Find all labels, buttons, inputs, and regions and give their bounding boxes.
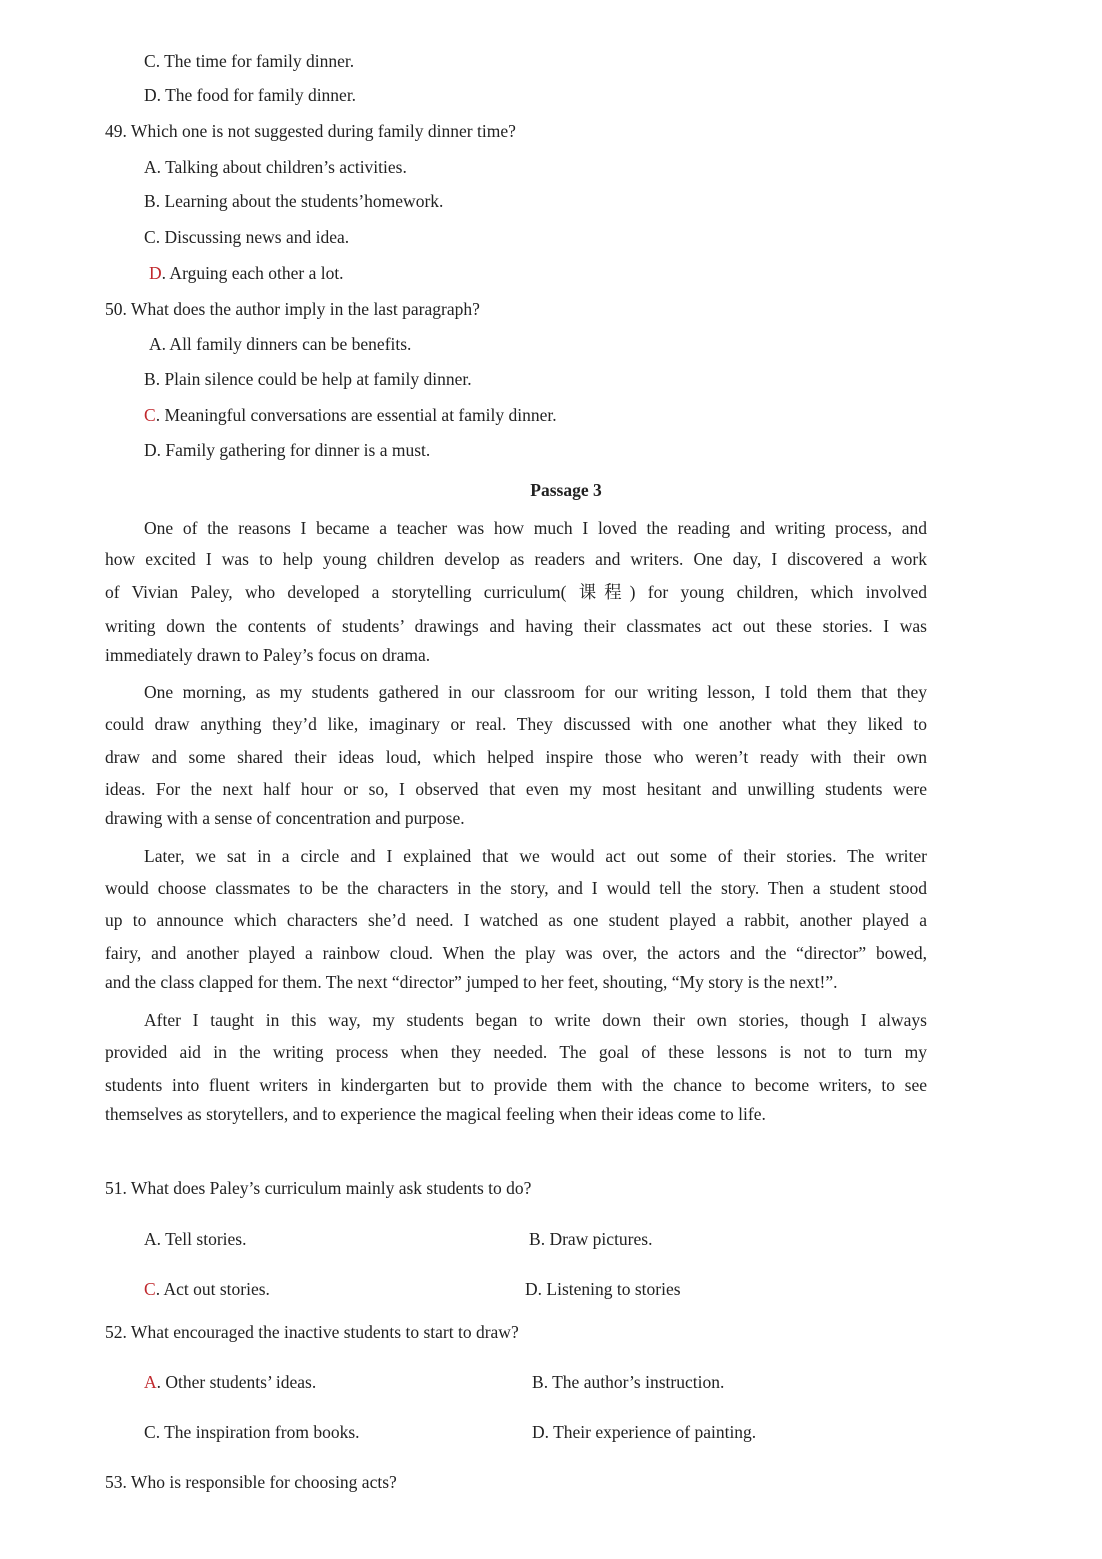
q50-option-c <box>144 404 557 426</box>
option-text: . Listening to stories <box>537 1279 681 1299</box>
q51-option-d <box>525 1278 681 1300</box>
passage-title: Passage 3 <box>530 480 602 500</box>
paragraph-2-line: ideas. For the next half hour or so, I observed that even my most hesitant and unwilling students were <box>105 779 927 799</box>
q52-option-d <box>532 1421 756 1443</box>
option-letter: D <box>144 440 157 460</box>
option-letter-answer: A <box>144 1372 157 1392</box>
q50-option-a <box>149 333 411 355</box>
paragraph-3-line: Later, we sat in a circle and I explained that we would act out some of their stories. The writer <box>144 846 927 866</box>
option-text: . Act out stories. <box>155 1279 270 1299</box>
option-text: . Discussing news and idea. <box>155 227 350 247</box>
paragraph-4-line: After I taught in this way, my students began to write down their own stories, though I always <box>144 1010 927 1030</box>
option-text: . Tell stories. <box>156 1229 247 1249</box>
paragraph-3-line: would choose classmates to be the characters in the story, and I would tell the story. Then a student stood <box>105 878 927 898</box>
option-letter: C <box>144 1422 156 1442</box>
option-text: . Meaningful conversations are essential at family dinner. <box>155 405 557 425</box>
q51-question: 51. What does Paley’s curriculum mainly ask students to do? <box>105 1178 532 1198</box>
option-letter: B <box>529 1229 541 1249</box>
option-letter: C <box>144 227 156 247</box>
option-text: . All family dinners can be benefits. <box>161 334 412 354</box>
paragraph-3-line: up to announce which characters she’d need. I watched as one student played a rabbit, another played a <box>105 910 927 930</box>
q52-option-b <box>532 1371 724 1393</box>
q52-option-c <box>144 1421 360 1443</box>
option-letter: D <box>532 1422 545 1442</box>
option-text: . Arguing each other a lot. <box>161 263 344 283</box>
option-text: . The author’s instruction. <box>543 1372 725 1392</box>
q49-option-a <box>144 156 407 178</box>
paragraph-1-line: immediately drawn to Paley’s focus on drama. <box>105 645 431 665</box>
q48-option-d <box>144 84 356 106</box>
option-text: . Draw pictures. <box>540 1229 653 1249</box>
paragraph-3-line: and the class clapped for them. The next “director” jumped to her feet, shouting, “My story is the next!”. <box>105 972 838 992</box>
option-letter: B <box>144 191 156 211</box>
q49-question: 49. Which one is not suggested during family dinner time? <box>105 121 516 141</box>
option-letter: B <box>532 1372 544 1392</box>
q50-option-d <box>144 439 430 461</box>
option-text: . Family gathering for dinner is a must. <box>156 440 431 460</box>
option-letter: A <box>144 1229 157 1249</box>
q51-option-b <box>529 1228 652 1250</box>
paragraph-2-line: One morning, as my students gathered in our classroom for our writing lesson, I told them that they <box>144 682 927 702</box>
paragraph-3-line: fairy, and another played a rainbow cloud. When the play was over, the actors and the “director” bowed, <box>105 943 927 963</box>
option-letter-answer: C <box>144 1279 156 1299</box>
q51-option-a <box>144 1228 246 1250</box>
paragraph-1-line: how excited I was to help young children develop as readers and writers. One day, I discovered a work <box>105 549 927 569</box>
q51-option-c <box>144 1278 270 1300</box>
option-text: . Other students’ ideas. <box>156 1372 317 1392</box>
paragraph-1-line: of Vivian Paley, who developed a storytelling curriculum( 课程) for young children, which involved <box>105 582 927 602</box>
paragraph-4-line: students into fluent writers in kindergarten but to provide them with the chance to become writers, to see <box>105 1075 927 1095</box>
paragraph-2-line: could draw anything they’d like, imaginary or real. They discussed with one another what they liked to <box>105 714 927 734</box>
q52-option-a <box>144 1371 316 1393</box>
option-text: . The time for family dinner. <box>155 51 355 71</box>
option-letter: C <box>144 51 156 71</box>
option-letter-answer: C <box>144 405 156 425</box>
option-text: . The inspiration from books. <box>155 1422 360 1442</box>
q50-question: 50. What does the author imply in the last paragraph? <box>105 299 480 319</box>
q49-option-b <box>144 190 443 212</box>
option-letter: D <box>525 1279 538 1299</box>
q49-option-d <box>149 262 344 284</box>
paragraph-2-line: drawing with a sense of concentration and purpose. <box>105 808 465 828</box>
paragraph-1-line: writing down the contents of students’ drawings and having their classmates act out these stories. I was <box>105 616 927 636</box>
q52-question: 52. What encouraged the inactive students to start to draw? <box>105 1322 519 1342</box>
q53-question: 53. Who is responsible for choosing acts? <box>105 1472 397 1492</box>
q49-option-c <box>144 226 349 248</box>
q48-option-c <box>144 50 354 72</box>
paragraph-4-line: themselves as storytellers, and to experience the magical feeling when their ideas come to life. <box>105 1104 766 1124</box>
paragraph-2-line: draw and some shared their ideas loud, which helped inspire those who weren’t ready with their own <box>105 747 927 767</box>
option-text: . Learning about the students’homework. <box>155 191 444 211</box>
paragraph-1-line: One of the reasons I became a teacher was how much I loved the reading and writing process, and <box>144 518 927 538</box>
paragraph-4-line: provided aid in the writing process when they needed. The goal of these lessons is not to turn my <box>105 1042 927 1062</box>
option-letter: D <box>144 85 157 105</box>
q50-option-b <box>144 368 472 390</box>
option-text: . The food for family dinner. <box>156 85 357 105</box>
option-letter: B <box>144 369 156 389</box>
option-text: . Talking about children’s activities. <box>156 157 407 177</box>
option-text: . Plain silence could be help at family dinner. <box>155 369 472 389</box>
option-letter: A <box>149 334 162 354</box>
option-text: . Their experience of painting. <box>544 1422 757 1442</box>
option-letter: A <box>144 157 157 177</box>
option-letter-answer: D <box>149 263 162 283</box>
